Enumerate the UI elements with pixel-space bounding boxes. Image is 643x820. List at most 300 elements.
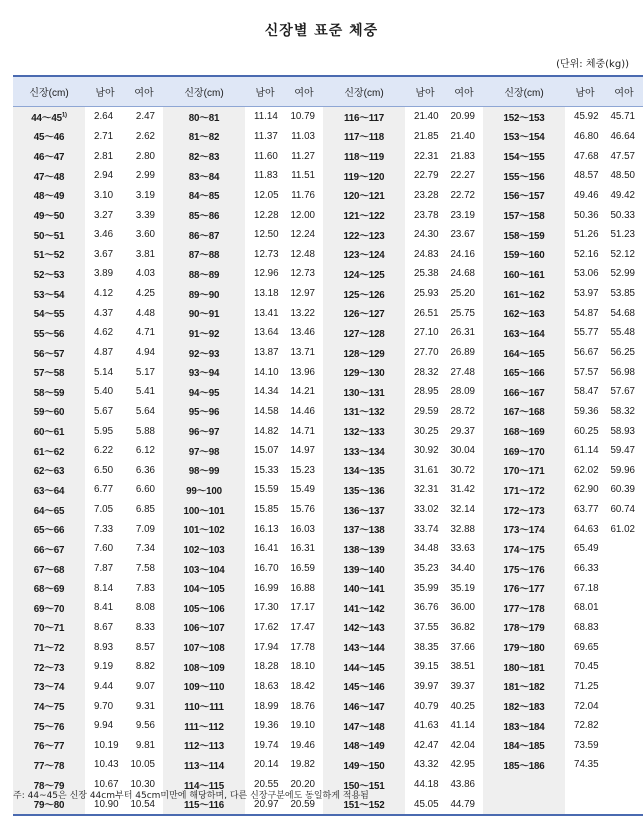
boys-weight-cell — [85, 519, 125, 539]
weight-value: 31.61 — [414, 464, 439, 476]
weight-value: 71.25 — [574, 680, 599, 692]
girls-weight-cell — [445, 225, 483, 245]
weight-value: 28.32 — [414, 366, 439, 378]
girls-weight-cell — [125, 461, 163, 481]
weight-value: 48.57 — [574, 170, 599, 182]
boys-header: 남아 — [245, 76, 285, 107]
weight-value: 45.05 — [414, 798, 439, 810]
height-range-text: 62～63 — [33, 466, 65, 478]
height-range-text: 97～98 — [188, 446, 220, 458]
weight-value: 2.62 — [135, 130, 155, 142]
footnote: 주: 44~45은 신장 44cm부터 45cm미만에 해당하며, 다른 신장구분에도 동일하게 적용됨 — [13, 791, 369, 801]
girls-weight-cell — [125, 323, 163, 343]
weight-value: 36.00 — [450, 602, 475, 614]
boys-weight-cell — [85, 696, 125, 716]
weight-value: 19.10 — [290, 720, 315, 732]
girls-weight-cell — [445, 480, 483, 500]
weight-value: 17.94 — [254, 641, 279, 653]
girls-weight-cell — [445, 677, 483, 697]
boys-weight-cell — [405, 303, 445, 323]
boys-weight-cell — [245, 244, 285, 264]
height-range-cell — [323, 480, 405, 500]
table-row — [13, 755, 643, 775]
height-range-cell — [323, 166, 405, 186]
height-range-text: 134～135 — [343, 466, 385, 478]
boys-weight-cell — [245, 225, 285, 245]
girls-weight-cell — [285, 244, 323, 264]
table-row — [13, 500, 643, 520]
height-range-text: 177～178 — [503, 603, 545, 615]
height-range-cell — [163, 382, 245, 402]
girls-weight-cell — [445, 559, 483, 579]
weight-value: 22.27 — [450, 170, 475, 182]
boys-weight-cell — [245, 323, 285, 343]
girls-weight-cell — [445, 637, 483, 657]
height-range-cell — [323, 284, 405, 304]
weight-value: 4.87 — [94, 347, 114, 358]
height-range-text: 164～165 — [503, 348, 545, 360]
height-range-cell — [163, 637, 245, 657]
height-range-cell — [13, 637, 85, 657]
height-range-cell — [483, 441, 565, 461]
height-range-text: 46～47 — [33, 152, 65, 164]
weight-value: 18.28 — [254, 661, 279, 673]
height-range-cell — [13, 225, 85, 245]
weight-value: 22.72 — [450, 189, 475, 201]
height-header: 신장(cm) — [13, 76, 85, 107]
height-range-cell — [483, 402, 565, 422]
height-range-text: 173～174 — [503, 525, 545, 537]
height-range-text: 109～110 — [183, 682, 225, 694]
boys-header: 남아 — [85, 76, 125, 107]
weight-value: 73.59 — [574, 739, 599, 751]
weight-value: 24.16 — [450, 248, 475, 260]
girls-weight-cell — [445, 303, 483, 323]
girls-weight-cell — [445, 578, 483, 598]
boys-weight-cell — [85, 539, 125, 559]
girls-weight-cell — [445, 382, 483, 402]
weight-value: 33.63 — [450, 543, 475, 555]
girls-weight-cell — [445, 441, 483, 461]
height-range-cell — [483, 343, 565, 363]
girls-weight-cell — [605, 186, 643, 206]
boys-weight-cell — [565, 794, 605, 815]
height-range-text: 184～185 — [503, 741, 545, 753]
weight-value: 16.41 — [254, 543, 279, 555]
height-range-cell — [13, 382, 85, 402]
girls-weight-cell — [125, 244, 163, 264]
boys-weight-cell — [245, 186, 285, 206]
height-range-cell — [323, 677, 405, 697]
weight-value: 64.63 — [574, 523, 599, 535]
girls-weight-cell — [285, 755, 323, 775]
boys-weight-cell — [85, 186, 125, 206]
girls-weight-cell — [125, 343, 163, 363]
weight-value: 3.46 — [94, 229, 114, 241]
boys-weight-cell — [565, 755, 605, 775]
boys-weight-cell — [565, 107, 605, 127]
boys-weight-cell — [245, 755, 285, 775]
height-range-cell — [163, 421, 245, 441]
table-row — [13, 107, 643, 127]
height-range-text: 157～158 — [503, 211, 545, 223]
height-range-cell — [13, 519, 85, 539]
boys-header: 남아 — [565, 76, 605, 107]
girls-weight-cell — [605, 166, 643, 186]
weight-value: 65.49 — [574, 543, 599, 555]
boys-weight-cell — [245, 657, 285, 677]
height-range-text: 136～137 — [343, 505, 385, 517]
height-range-text: 127～128 — [343, 328, 385, 340]
weight-value: 9.70 — [94, 700, 114, 712]
boys-weight-cell — [565, 127, 605, 147]
girls-weight-cell — [605, 441, 643, 461]
height-range-cell — [483, 519, 565, 539]
weight-value: 10.90 — [94, 798, 119, 810]
weight-value: 4.03 — [135, 268, 155, 280]
weight-value: 7.83 — [135, 582, 155, 594]
weight-value: 24.83 — [414, 248, 439, 260]
weight-value: 28.72 — [450, 405, 475, 417]
height-range-cell — [13, 461, 85, 481]
height-range-cell — [13, 598, 85, 618]
height-range-cell — [13, 480, 85, 500]
height-range-cell — [483, 146, 565, 166]
boys-weight-cell — [85, 284, 125, 304]
boys-weight-cell — [245, 421, 285, 441]
height-range-cell — [163, 598, 245, 618]
boys-weight-cell — [85, 402, 125, 422]
boys-weight-cell — [565, 264, 605, 284]
height-range-cell — [323, 127, 405, 147]
weight-value: 14.10 — [254, 366, 279, 378]
weight-value: 29.37 — [450, 425, 475, 437]
boys-weight-cell — [565, 343, 605, 363]
girls-weight-cell — [125, 284, 163, 304]
height-range-cell — [163, 362, 245, 382]
page-title: 신장별 표준 체중 — [264, 23, 379, 39]
weight-value: 18.10 — [290, 661, 315, 673]
boys-weight-cell — [85, 480, 125, 500]
weight-value: 13.96 — [290, 366, 315, 378]
height-range-cell — [483, 225, 565, 245]
height-range-text: 85～86 — [188, 211, 220, 223]
weight-value: 21.40 — [414, 111, 439, 123]
weight-value: 9.31 — [135, 700, 155, 712]
weight-value: 31.42 — [450, 484, 475, 496]
weight-value: 30.72 — [450, 464, 475, 476]
weight-value: 66.33 — [574, 563, 599, 575]
weight-value: 23.67 — [450, 229, 475, 241]
height-range-cell — [13, 107, 85, 127]
boys-weight-cell — [565, 441, 605, 461]
weight-value: 11.14 — [254, 111, 278, 123]
weight-value: 24.30 — [414, 229, 439, 241]
girls-weight-cell — [445, 736, 483, 756]
weight-value: 6.36 — [135, 464, 155, 476]
table-row — [13, 578, 643, 598]
girls-weight-cell — [605, 677, 643, 697]
boys-weight-cell — [565, 618, 605, 638]
girls-weight-cell — [125, 402, 163, 422]
height-range-cell — [323, 461, 405, 481]
weight-value: 14.71 — [290, 425, 315, 437]
boys-weight-cell — [85, 755, 125, 775]
boys-weight-cell — [245, 578, 285, 598]
weight-value: 26.51 — [414, 307, 439, 319]
height-range-cell — [323, 225, 405, 245]
weight-value: 19.36 — [254, 720, 279, 732]
height-range-cell — [163, 461, 245, 481]
weight-value: 4.12 — [94, 288, 114, 300]
height-range-text: 153～154 — [503, 132, 545, 144]
girls-weight-cell — [285, 480, 323, 500]
height-range-cell — [163, 205, 245, 225]
girls-weight-cell — [125, 421, 163, 441]
boys-weight-cell — [565, 421, 605, 441]
weight-value: 67.18 — [574, 582, 599, 594]
weight-value: 39.97 — [414, 680, 439, 692]
height-range-cell — [163, 225, 245, 245]
weight-value: 45.92 — [574, 111, 599, 123]
weight-value: 9.94 — [94, 720, 114, 732]
height-range-text: 112～113 — [183, 741, 224, 753]
weight-value: 3.27 — [94, 209, 114, 221]
height-range-text: 82～83 — [188, 152, 220, 164]
boys-weight-cell — [405, 461, 445, 481]
height-range-text: 147～148 — [343, 721, 385, 733]
height-range-cell — [323, 244, 405, 264]
height-range-text: 88～89 — [188, 269, 220, 281]
height-range-text: 92～93 — [188, 348, 220, 360]
girls-weight-cell — [125, 736, 163, 756]
height-range-cell — [163, 500, 245, 520]
weight-value: 7.60 — [94, 543, 114, 555]
weight-value: 9.56 — [135, 720, 155, 732]
weight-value: 54.87 — [574, 307, 599, 319]
height-range-text: 129～130 — [343, 368, 385, 380]
table-row — [13, 716, 643, 736]
weight-value: 6.50 — [94, 464, 114, 476]
weight-value: 18.76 — [290, 700, 315, 712]
height-range-cell — [483, 461, 565, 481]
height-range-text: 90～91 — [188, 309, 220, 321]
weight-value: 2.71 — [94, 130, 114, 142]
height-range-text: 116～117 — [343, 112, 384, 124]
boys-weight-cell — [565, 362, 605, 382]
weight-value: 10.19 — [94, 739, 119, 751]
height-range-cell — [13, 559, 85, 579]
height-range-text: 143～144 — [343, 643, 385, 655]
standard-weight-table — [13, 75, 643, 816]
weight-value: 3.67 — [94, 248, 114, 260]
height-range-cell — [483, 716, 565, 736]
boys-weight-cell — [245, 382, 285, 402]
weight-value: 23.78 — [414, 209, 439, 221]
weight-value: 33.74 — [414, 523, 439, 535]
weight-value: 20.59 — [290, 798, 315, 810]
height-range-text: 113～114 — [183, 760, 224, 772]
weight-value: 58.32 — [610, 405, 635, 417]
weight-value: 58.93 — [610, 425, 635, 437]
boys-weight-cell — [405, 146, 445, 166]
girls-weight-cell — [125, 127, 163, 147]
weight-value: 15.85 — [254, 504, 279, 516]
girls-weight-cell — [445, 107, 483, 127]
weight-value: 40.25 — [450, 700, 475, 712]
height-range-text: 103～104 — [183, 564, 225, 576]
weight-value: 23.19 — [450, 209, 475, 221]
height-range-text: 101～102 — [183, 525, 225, 537]
girls-weight-cell — [605, 559, 643, 579]
height-range-cell — [163, 303, 245, 323]
weight-value: 23.28 — [414, 189, 439, 201]
girls-weight-cell — [605, 716, 643, 736]
girls-weight-cell — [285, 402, 323, 422]
weight-value: 42.95 — [450, 759, 475, 771]
height-range-text: 52～53 — [33, 269, 65, 281]
weight-value: 35.19 — [450, 582, 475, 594]
height-range-cell — [13, 539, 85, 559]
girls-weight-cell — [125, 696, 163, 716]
girls-weight-cell — [605, 618, 643, 638]
boys-weight-cell — [405, 559, 445, 579]
weight-value: 13.41 — [254, 307, 279, 319]
height-range-text: 69～70 — [33, 603, 65, 615]
boys-weight-cell — [245, 166, 285, 186]
weight-value: 7.34 — [135, 543, 155, 555]
weight-value: 12.97 — [290, 288, 315, 300]
girls-weight-cell — [445, 519, 483, 539]
weight-value: 17.47 — [290, 621, 315, 633]
weight-value: 12.50 — [254, 229, 279, 241]
weight-value: 36.82 — [450, 621, 475, 633]
weight-value: 4.37 — [94, 307, 114, 319]
height-range-cell — [323, 618, 405, 638]
height-range-cell — [13, 441, 85, 461]
girls-weight-cell — [125, 264, 163, 284]
boys-weight-cell — [405, 794, 445, 815]
girls-weight-cell — [445, 166, 483, 186]
girls-weight-cell — [605, 598, 643, 618]
girls-weight-cell — [605, 421, 643, 441]
weight-value: 6.12 — [135, 445, 155, 457]
boys-weight-cell — [405, 421, 445, 441]
height-range-cell — [13, 736, 85, 756]
weight-value: 11.03 — [291, 130, 315, 142]
boys-weight-cell — [245, 500, 285, 520]
boys-weight-cell — [245, 736, 285, 756]
girls-weight-cell — [445, 205, 483, 225]
height-range-text: 63～64 — [33, 485, 65, 497]
weight-value: 55.48 — [610, 327, 635, 339]
weight-value: 50.36 — [574, 209, 599, 221]
height-range-text: 81～82 — [188, 132, 220, 144]
height-range-cell — [323, 323, 405, 343]
girls-weight-cell — [605, 402, 643, 422]
weight-value: 14.46 — [290, 405, 315, 417]
height-range-text: 54～55 — [33, 309, 65, 321]
weight-value: 15.76 — [290, 504, 315, 516]
weight-value: 3.81 — [135, 248, 155, 260]
girls-weight-cell — [445, 362, 483, 382]
height-range-cell — [483, 775, 565, 795]
height-range-text: 106～107 — [183, 623, 225, 635]
girls-weight-cell — [605, 637, 643, 657]
height-range-cell — [13, 146, 85, 166]
weight-value: 57.57 — [574, 366, 599, 378]
girls-header: 여아 — [445, 76, 483, 107]
boys-weight-cell — [245, 559, 285, 579]
boys-weight-cell — [245, 519, 285, 539]
boys-weight-cell — [245, 343, 285, 363]
height-range-cell — [163, 519, 245, 539]
boys-weight-cell — [565, 205, 605, 225]
height-range-text: 159～160 — [503, 250, 545, 262]
boys-weight-cell — [405, 775, 445, 795]
weight-value: 4.62 — [94, 327, 114, 339]
girls-weight-cell — [285, 166, 323, 186]
height-range-cell — [13, 244, 85, 264]
weight-value: 18.42 — [290, 680, 315, 692]
height-range-cell — [483, 362, 565, 382]
table-row — [13, 618, 643, 638]
height-range-text: 91～92 — [188, 328, 220, 340]
table-row — [13, 303, 643, 323]
height-range-cell — [323, 716, 405, 736]
height-range-cell — [163, 166, 245, 186]
height-range-cell — [163, 578, 245, 598]
height-range-text: 118～119 — [343, 152, 384, 164]
boys-weight-cell — [405, 736, 445, 756]
weight-value: 38.51 — [450, 661, 475, 673]
boys-weight-cell — [565, 382, 605, 402]
boys-weight-cell — [85, 382, 125, 402]
weight-value: 25.75 — [450, 307, 475, 319]
height-range-cell — [13, 205, 85, 225]
weight-value: 15.23 — [290, 464, 315, 476]
boys-weight-cell — [85, 264, 125, 284]
height-range-cell — [323, 303, 405, 323]
height-range-cell — [13, 264, 85, 284]
height-range-cell — [483, 696, 565, 716]
weight-value: 10.67 — [94, 779, 119, 791]
boys-weight-cell — [405, 382, 445, 402]
table-row — [13, 559, 643, 579]
boys-weight-cell — [405, 578, 445, 598]
height-range-cell — [323, 519, 405, 539]
height-range-cell — [13, 284, 85, 304]
height-range-text: 45～46 — [33, 132, 65, 144]
girls-weight-cell — [285, 716, 323, 736]
height-range-cell — [163, 716, 245, 736]
weight-value: 3.10 — [94, 189, 114, 201]
weight-value: 12.24 — [290, 229, 315, 241]
weight-value: 62.02 — [574, 464, 599, 476]
weight-value: 15.49 — [290, 484, 315, 496]
table-row — [13, 146, 643, 166]
table-row — [13, 480, 643, 500]
weight-value: 38.35 — [414, 641, 439, 653]
weight-value: 6.77 — [94, 484, 114, 496]
height-range-cell — [483, 127, 565, 147]
weight-value: 16.13 — [254, 523, 279, 535]
height-range-text: 68～69 — [33, 584, 65, 596]
girls-weight-cell — [125, 441, 163, 461]
height-range-cell — [483, 264, 565, 284]
height-range-cell — [163, 343, 245, 363]
height-range-text: 84～85 — [188, 191, 220, 203]
